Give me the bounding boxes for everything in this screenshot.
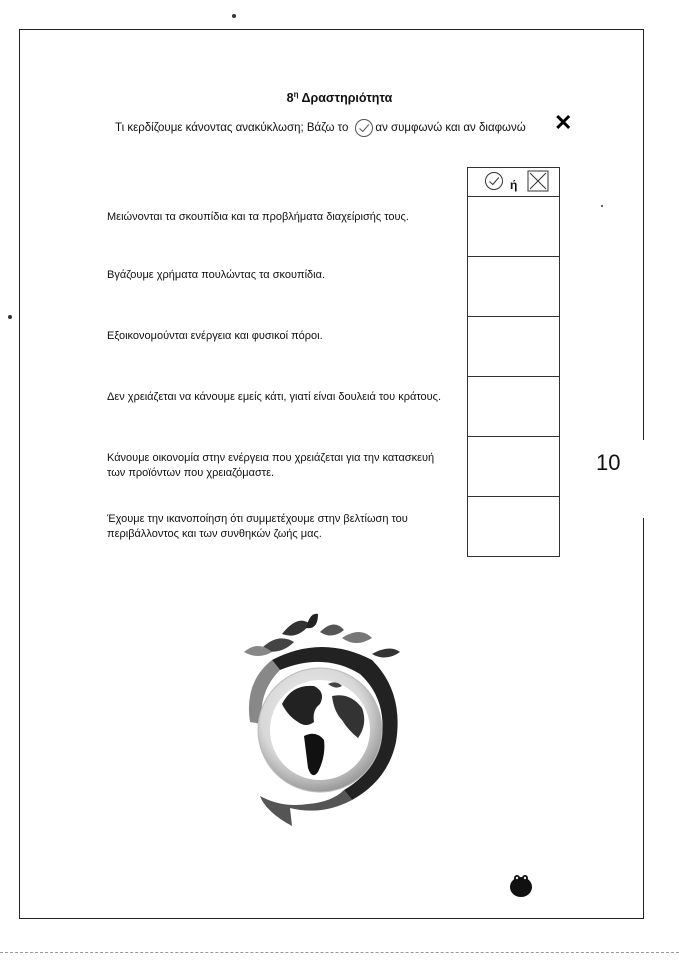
answer-cell-1[interactable] [468,197,559,257]
boxed-x-icon [527,170,549,192]
check-circle-icon [354,118,374,138]
scan-speck [8,315,12,319]
statement-5: Κάνουμε οικονομία στην ενέργεια που χρειάζεται για την κατασκευή των προϊόντων που χρειαζόμαστε. [107,452,435,479]
answer-cell-5[interactable] [468,437,559,497]
ladybug-sticker [508,872,534,898]
answer-cell-4[interactable] [468,377,559,437]
recycling-globe-illustration [232,612,412,837]
scan-edge-line [0,952,679,953]
answer-cell-2[interactable] [468,257,559,317]
answer-cell-3[interactable] [468,317,559,377]
answer-cell-6[interactable] [468,497,559,557]
statement-2: Βγάζουμε χρήματα πουλώντας τα σκουπίδια. [107,269,325,281]
statement-4: Δεν χρειάζεται να κάνουμε εμείς κάτι, γιατί είναι δουλειά του κράτους. [107,391,442,403]
frame-gap [636,440,650,518]
answer-grid [467,167,560,557]
statement-1: Μειώνονται τα σκουπίδια και τα προβλήματα διαχείρισής τους. [107,211,409,223]
or-label: ή [510,178,518,192]
activity-title: $8^\eta$ Δραστηριότητα [286,90,393,106]
instruction-text: Τι κερδίζουμε κάνοντας ανακύκλωση; Βάζω το αν συμφωνώ και αν διαφωνώ [115,118,526,138]
statement-6: Έχουμε την ικανοποίηση ότι συμμετέχουμε στην βελτίωση του περιβάλλοντος και των συνθηκών ζωής μας. [107,513,408,540]
statement-3: Εξοικονομούνται ενέργεια και φυσικοί πόροι. [107,330,323,342]
check-circle-icon [484,171,504,191]
page-number: 10 [596,448,620,478]
scan-speck [601,205,603,207]
scan-speck [232,14,236,18]
answer-grid-header [468,168,559,197]
disagree-x-icon: ✕ [554,110,573,135]
